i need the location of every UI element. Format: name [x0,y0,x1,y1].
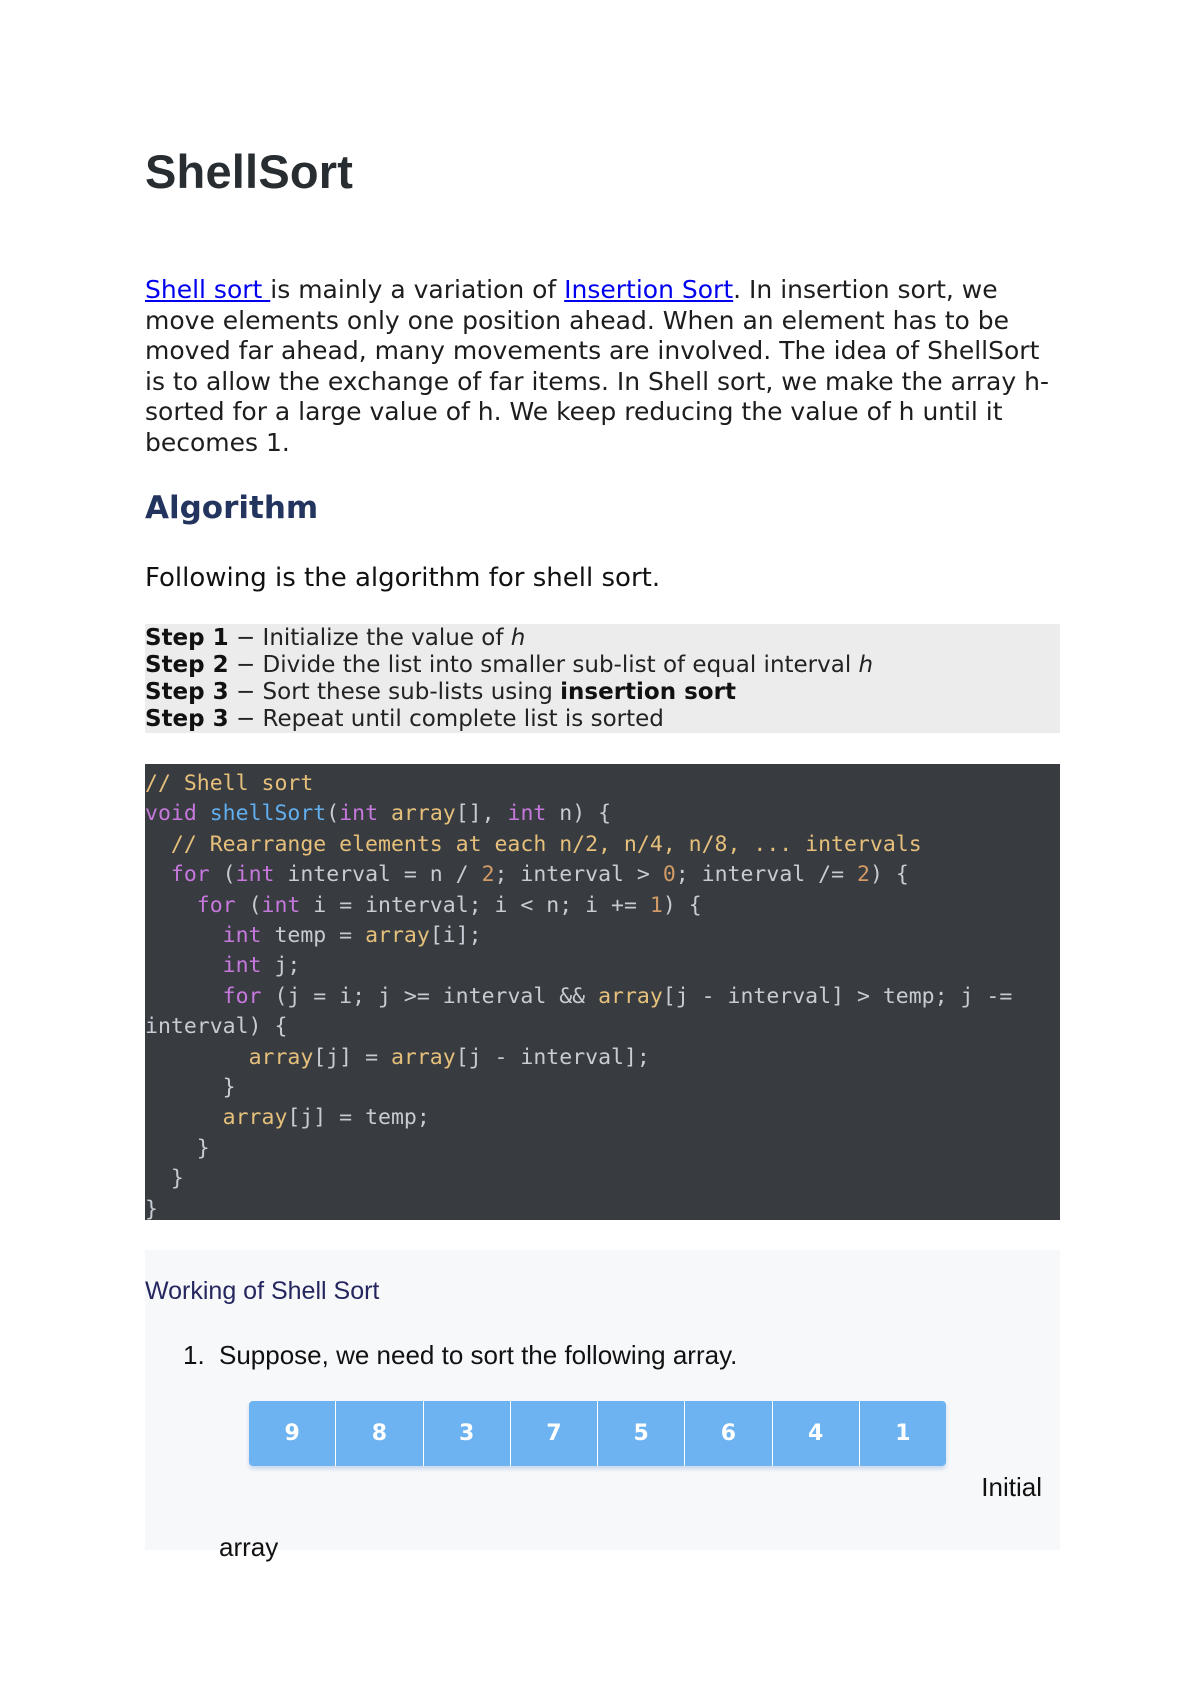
code-token: 1 [649,892,663,918]
code-line [145,921,1060,951]
code-token: array [248,1044,314,1070]
array-caption: Initial [981,1472,1042,1502]
code-token: for [222,983,262,1009]
code-token: int [222,953,262,979]
initial-array [249,1401,946,1466]
code-token: int [235,862,275,888]
array-cell: 8 [336,1401,423,1466]
code-token: ( [209,862,236,888]
code-line [145,1164,1060,1194]
code-line [145,1103,1060,1133]
step-line [145,679,1060,706]
array-cell: 6 [685,1401,772,1466]
step-bold: insertion sort [560,679,736,705]
code-token [145,1045,249,1070]
code-token: } [145,1196,158,1220]
step-text: − Sort these sub-lists using [228,679,561,705]
code-token: ( [326,801,340,827]
code-token: [], [455,801,508,827]
algorithm-intro: Following is the algorithm for shell sort. [145,563,661,593]
code-token: [j] = temp; [287,1105,430,1131]
code-token: i = interval; i < n; i += [300,892,650,918]
code-token: array [390,1044,456,1070]
code-line [145,1134,1060,1164]
intro-text-2: . In insertion sort, we move elements only one position ahead. When an element has to be moved far ahead, many movements are involved. The idea of ShellSort is to allow the exchange of far items. In Shell sort, we make the array h-sorted for a large value of h. We keep reducing the value of h until it becomes 1. [145,275,1049,457]
algorithm-steps [145,624,1060,733]
code-token [145,832,171,857]
code-token: [j - interval]; [455,1044,650,1070]
intro-text-1: is mainly a variation of [270,275,565,304]
code-token: array [365,923,430,949]
code-token: // Rearrange elements at each n/2, n/4, n/8, ... intervals [170,831,922,857]
array-cell: 1 [860,1401,946,1466]
step-text: − Initialize the value of [228,625,511,651]
code-line [145,1043,1060,1073]
code-token: for [170,862,210,888]
code-block[interactable] [145,764,1060,1220]
code-token: } [145,1135,210,1161]
code-token: 2 [481,862,495,888]
code-token [197,801,210,826]
working-title: Working of Shell Sort [145,1277,380,1305]
code-line [145,1012,1060,1042]
working-step [183,1340,737,1371]
array-cell: 7 [511,1401,598,1466]
code-token [378,801,391,826]
code-token: array [222,1105,288,1131]
code-line [145,951,1060,981]
code-line [145,830,1060,860]
step-line [145,625,1060,652]
code-token: j; [261,953,301,979]
step-text: − Repeat until complete list is sorted [228,706,664,732]
code-line [145,799,1060,829]
code-token: array [598,983,663,1009]
code-token: ( [235,892,262,918]
code-token: ; interval /= [675,862,857,888]
code-line [145,769,1060,799]
working-section [145,1250,1060,1562]
code-line [145,891,1060,921]
code-token: ) { [869,862,909,888]
code-token: 0 [662,862,676,888]
code-token [145,953,223,978]
code-token: [j - interval] > temp; j -= [662,983,1013,1009]
step-label: Step 1 [145,625,229,651]
code-token: } [145,1166,184,1192]
code-token: interval = n / [274,862,482,888]
insertion-sort-link[interactable]: Insertion Sort [564,275,734,304]
step-text: − Divide the list into smaller sub-list of equal interval [228,652,859,678]
array-cell: 5 [598,1401,685,1466]
code-token: [j] = [313,1044,391,1070]
step-label: Step 3 [145,679,229,705]
code-token: for [196,892,236,918]
code-token: (j = i; j >= interval && [261,983,599,1009]
algorithm-heading: Algorithm [145,490,319,526]
code-line [145,860,1060,890]
array-cell: 4 [773,1401,860,1466]
code-line [145,982,1060,1012]
code-token: array [390,801,456,827]
page-title: ShellSort [145,145,354,198]
step-label: Step 2 [145,652,229,678]
array-caption: array [219,1532,279,1562]
code-token: // Shell sort [145,771,314,796]
code-token: shellSort [209,801,327,827]
code-token: int [222,923,262,949]
code-token [145,984,223,1009]
code-token: } [145,1075,236,1101]
shell-sort-link[interactable]: Shell sort [145,275,271,304]
code-token: void [145,801,197,827]
code-token: ; interval > [494,862,663,888]
code-token [145,923,223,948]
code-token [145,893,197,918]
step-line [145,652,1060,679]
code-token: int [339,801,379,827]
code-token: 2 [856,862,870,888]
array-cell: 9 [249,1401,336,1466]
code-token: [i]; [429,923,482,949]
intro-paragraph [145,275,1060,459]
code-line [145,1073,1060,1103]
code-token: int [507,801,547,827]
code-line [145,1195,1060,1220]
code-token: n) { [546,801,612,827]
step-line [145,706,1060,733]
step-emphasis: h [510,625,526,651]
step-text: Suppose, we need to sort the following array. [219,1340,738,1370]
code-token [145,862,171,887]
code-token: temp = [261,923,366,949]
array-cell: 3 [424,1401,511,1466]
code-token: interval) { [145,1014,288,1040]
code-token: int [261,892,301,918]
code-token: ) { [662,892,702,918]
step-emphasis: h [858,652,874,678]
code-token [145,1105,223,1130]
step-number: 1. [183,1340,205,1370]
step-label: Step 3 [145,706,229,732]
